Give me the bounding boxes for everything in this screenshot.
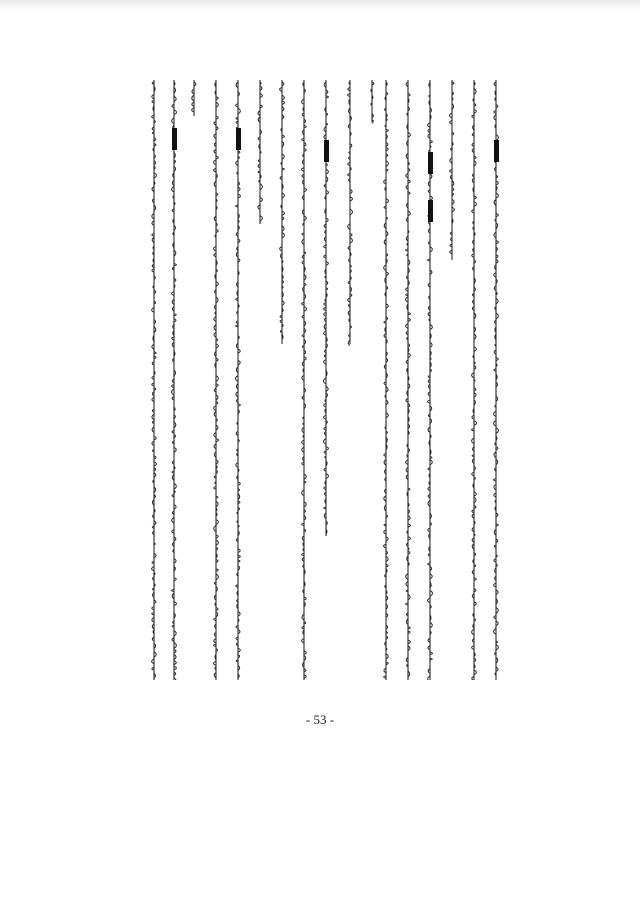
- text-column: [404, 80, 413, 680]
- page-number: - 53 -: [305, 712, 335, 727]
- text-column: [212, 80, 221, 680]
- text-column: [256, 80, 265, 680]
- text-column: [470, 80, 479, 680]
- text-column: [368, 80, 377, 680]
- text-column: [492, 80, 501, 680]
- text-column: [346, 80, 355, 680]
- text-column: [170, 80, 179, 680]
- text-column: [300, 80, 309, 680]
- text-column: [150, 80, 159, 680]
- scan-edge: [0, 0, 640, 10]
- text-column: [426, 80, 435, 680]
- text-column: [278, 80, 287, 680]
- text-column: [322, 80, 331, 680]
- text-column: [190, 80, 199, 680]
- text-column: [234, 80, 243, 680]
- text-column: [382, 80, 391, 680]
- text-column: [448, 80, 457, 680]
- vertical-text-block: [150, 80, 510, 680]
